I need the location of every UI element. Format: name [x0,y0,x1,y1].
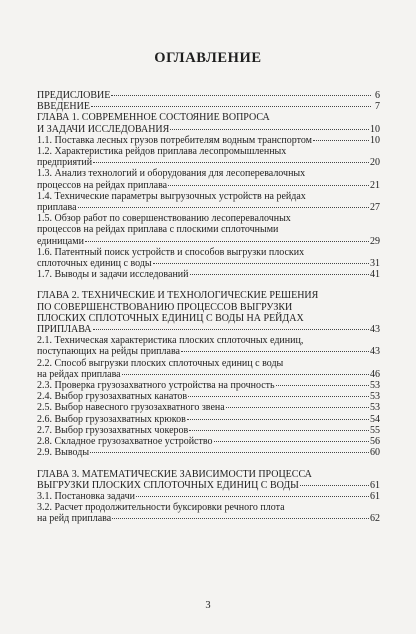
toc-entry-text: И ЗАДАЧИ ИССЛЕДОВАНИЯ [37,123,170,135]
toc-page-number: 10 [370,134,380,146]
toc-page-number: 56 [370,436,380,448]
toc-page-number: 6 [375,90,380,101]
toc-entry-text: 3.1. Постановка задачи [37,490,135,502]
toc-entry [37,402,380,413]
toc-entry-text: 1.1. Поставка лесных грузов потребителям водным транспортом [37,134,312,146]
page-title: ОГЛАВЛЕНИЕ [154,50,262,66]
toc-entry-last-line [37,236,380,247]
toc-entry-text: 2.8. Складное грузозахватное устройство [37,436,213,448]
toc-entry-last-line [37,447,380,458]
toc-entry-text: 1.5. Обзор работ по совершенствованию лесоперевалочных [37,213,291,225]
toc-entry [37,101,380,112]
toc-page-number: 21 [370,179,380,191]
toc-page-number: 61 [370,479,380,491]
dot-leader [190,274,369,275]
dot-leader [153,263,369,264]
toc-page-number: 62 [370,513,380,525]
toc-entry-text: 2.3. Проверка грузозахватного устройства на прочность [37,380,275,392]
toc-page-number: 43 [370,324,380,336]
toc-entry-text: на рейд приплава [37,513,112,525]
toc-page-number: 46 [370,368,380,380]
toc-entry-text: 3.2. Расчет продолжительности буксировки речного плота [37,502,285,514]
toc-entry [37,391,380,402]
toc-entry [37,90,380,101]
toc-entry [37,269,380,280]
dot-leader [187,419,369,420]
toc-entry-text: 2.9. Выводы [37,447,90,459]
toc-entry-last-line [37,258,380,269]
toc-entry-text: ПО СОВЕРШЕНСТВОВАНИЮ ПРОЦЕССОВ ВЫГРУЗКИ [37,301,293,313]
dot-leader [112,518,369,519]
toc-entry [37,447,380,458]
toc-entry-last-line [37,346,380,357]
toc-page-number: 53 [370,391,380,403]
toc-entry-text: 2.7. Выбор грузозахватных чокеров [37,424,189,436]
toc-page-number: 7 [375,101,380,113]
toc-entry-text: предприятий [37,157,93,169]
toc-page-number: 43 [370,346,380,358]
toc-page-number: 41 [370,269,380,281]
dot-leader [93,329,370,330]
toc-page-number: 29 [370,235,380,247]
toc-entry [37,247,380,269]
toc-entry [37,213,380,247]
dot-leader [188,396,369,397]
dot-leader [189,430,369,431]
toc-entry-last-line [37,90,380,101]
dot-leader [136,496,369,497]
toc-entry-last-line [37,124,380,135]
toc-entry [37,290,380,335]
toc-entry-last-line [37,480,380,491]
toc-page-number: 53 [370,402,380,414]
dot-leader [300,485,369,486]
toc-page-number: 60 [370,447,380,459]
toc-entry-text: 1.3. Анализ технологий и оборудования для лесоперевалочных [37,168,306,180]
toc-entry-last-line [37,513,380,524]
toc-entry-text: ГЛАВА 3. МАТЕМАТИЧЕСКИЕ ЗАВИСИМОСТИ ПРОЦЕССА [37,468,312,480]
toc-page-number: 53 [370,380,380,392]
toc-page-number: 27 [370,202,380,214]
dot-leader [226,407,369,408]
toc-entry-text: 2.2. Способ выгрузки плоских сплоточных единиц с воды [37,357,284,369]
table-of-contents [37,90,380,525]
toc-entry [37,436,380,447]
toc-entry-last-line [37,491,380,502]
toc-page-number: 61 [370,490,380,502]
toc-entry [37,191,380,213]
toc-entry-last-line [37,425,380,436]
toc-entry [37,168,380,190]
toc-entry-text: 2.1. Техническая характеристика плоских сплоточных единиц, [37,335,304,347]
dot-leader [111,95,371,96]
toc-entry-text: 1.6. Патентный поиск устройств и способов выгрузки плоских [37,246,305,258]
toc-entry-last-line [37,369,380,380]
toc-entry-text: ГЛАВА 2. ТЕХНИЧЕСКИЕ И ТЕХНОЛОГИЧЕСКИЕ РЕШЕНИЯ [37,290,319,302]
toc-entry-text: ПРЕДИСЛОВИЕ [37,90,111,101]
toc-entry [37,425,380,436]
toc-entry-text: ПЛОСКИХ СПЛОТОЧНЫХ ЕДИНИЦ С ВОДЫ НА РЕЙДАХ [37,312,304,324]
dot-leader [214,441,369,442]
toc-entry-last-line [37,414,380,425]
toc-entry [37,146,380,168]
toc-entry-text: поступающих на рейды приплава [37,346,180,358]
toc-entry-last-line [37,324,380,335]
toc-entry-text: ВВЕДЕНИЕ [37,101,90,113]
toc-entry-text: ПРИПЛАВА [37,324,92,336]
dot-leader [313,140,369,141]
dot-leader [85,241,369,242]
toc-entry-text: 2.6. Выбор грузозахватных крюков [37,413,186,425]
dot-leader [276,385,369,386]
toc-entry-last-line [37,391,380,402]
toc-entry [37,414,380,425]
toc-entry-last-line [37,135,380,146]
toc-page-number: 31 [370,258,380,270]
toc-entry-text: процессов на рейдах приплава [37,179,168,191]
toc-entry-last-line [37,380,380,391]
dot-leader [170,129,369,130]
toc-entry [37,502,380,524]
toc-entry-last-line [37,180,380,191]
toc-entry-last-line [37,269,380,280]
toc-entry-text: ВЫГРУЗКИ ПЛОСКИХ СПЛОТОЧНЫХ ЕДИНИЦ С ВОДЫ [37,479,299,491]
toc-entry-text: 1.7. Выводы и задачи исследований [37,269,189,281]
toc-entry-text: ГЛАВА 1. СОВРЕМЕННОЕ СОСТОЯНИЕ ВОПРОСА [37,112,270,124]
dot-leader [181,351,369,352]
toc-entry-text: 1.2. Характеристика рейдов приплава лесопромышленных [37,146,287,158]
toc-entry-text: на рейдах приплава [37,368,121,380]
toc-entry-text: 2.4. Выбор грузозахватных канатов [37,391,188,403]
dot-leader [122,374,369,375]
page-number: 3 [205,600,211,611]
dot-leader [91,106,371,107]
toc-entry-text: единицами [37,235,84,247]
toc-entry-last-line [37,436,380,447]
toc-entry-last-line [37,101,380,112]
toc-page-number: 20 [370,157,380,169]
dot-leader [93,162,369,163]
toc-entry [37,380,380,391]
toc-entry-last-line [37,402,380,413]
toc-entry-text: 2.5. Выбор навесного грузозахватного звена [37,402,225,414]
toc-entry-text: приплава [37,202,77,214]
toc-entry-last-line [37,157,380,168]
toc-entry [37,335,380,357]
toc-page-number: 10 [370,123,380,135]
toc-entry [37,135,380,146]
dot-leader [78,207,369,208]
toc-entry-last-line [37,202,380,213]
toc-entry-text: сплоточных единиц с воды [37,258,152,270]
toc-entry [37,491,380,502]
toc-entry-text: процессов на рейдах приплава с плоскими сплоточными [37,224,279,236]
toc-page-number: 54 [370,413,380,425]
toc-page-number: 55 [370,424,380,436]
toc-entry-text: 1.4. Технические параметры выгрузочных устройств на рейдах [37,190,306,202]
dot-leader [168,185,369,186]
toc-entry [37,469,380,491]
toc-entry [37,358,380,380]
dot-leader [90,452,369,453]
toc-entry [37,112,380,134]
